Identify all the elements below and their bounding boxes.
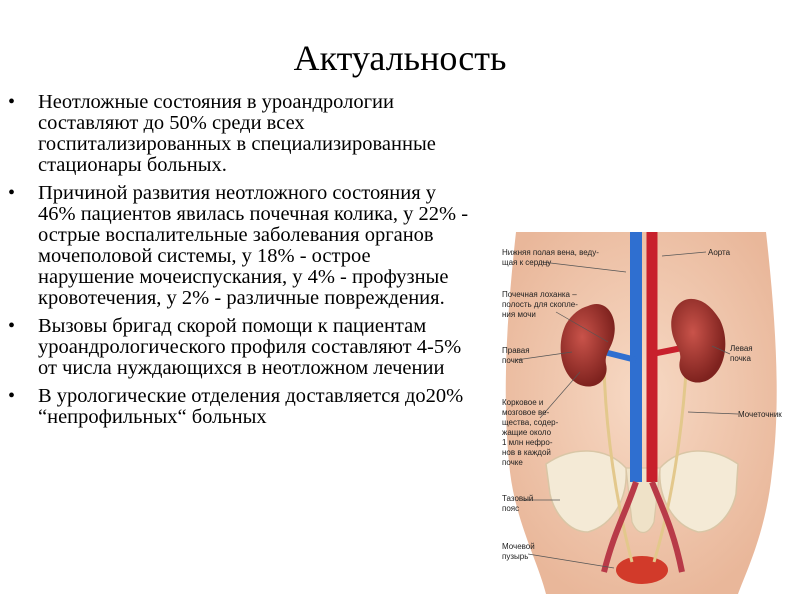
bullet-item-1 xyxy=(8,92,470,176)
bullet-item-4 xyxy=(8,386,470,428)
bullet-text-4: В урологические отделения доставляется до20% “непрофильных“ больных xyxy=(38,385,464,428)
label-cortex-medulla: Корковое и мозговое ве- щества, содер- жащие около 1 млн нефро- нов в каждой почке xyxy=(502,398,559,467)
label-ureter: Мочеточник xyxy=(738,410,782,419)
bullet-text-3: Вызовы бригад скорой помощи к пациентам уроандрологического профиля составляют 4-5% от числа нуждающихся в неотложном лечении xyxy=(38,315,462,379)
bullet-marker: • xyxy=(8,91,16,113)
label-inferior-vena-cava: Нижняя полая вена, веду- щая к сердцу xyxy=(502,248,599,267)
bullet-item-2 xyxy=(8,183,470,309)
bullet-marker: • xyxy=(8,315,16,337)
bladder-shape xyxy=(616,556,668,584)
bullet-marker: • xyxy=(8,182,16,204)
label-aorta: Аорта xyxy=(708,248,731,257)
label-right-kidney: Правая почка xyxy=(502,346,530,365)
label-left-kidney: Левая почка xyxy=(730,344,753,363)
bullet-text-2: Причиной развития неотложного состояния у 46% пациентов явилась почечная колика, у 22% - острые воспалительные заболевания органов мочеполовой системы, у 18% - острое нарушение мочеиспускания, у 4% - профузные кровотечения, у 2% - различные повреждения. xyxy=(38,182,469,309)
slide-title: Актуальность xyxy=(293,38,507,78)
bullet-text-1: Неотложные состояния в уроандрологии составляют до 50% среди всех госпитализированных в специализированные стационары больных. xyxy=(38,91,436,176)
label-renal-pelvis: Почечная лоханка – полость для скопле- ния мочи xyxy=(502,290,578,319)
label-pelvic-girdle: Тазовый пояс xyxy=(502,494,534,513)
urinary-system-illustration xyxy=(476,232,794,594)
bullet-list xyxy=(8,92,470,435)
label-bladder: Мочевой пузырь xyxy=(502,542,535,561)
bullet-item-3 xyxy=(8,316,470,379)
bullet-marker: • xyxy=(8,385,16,407)
